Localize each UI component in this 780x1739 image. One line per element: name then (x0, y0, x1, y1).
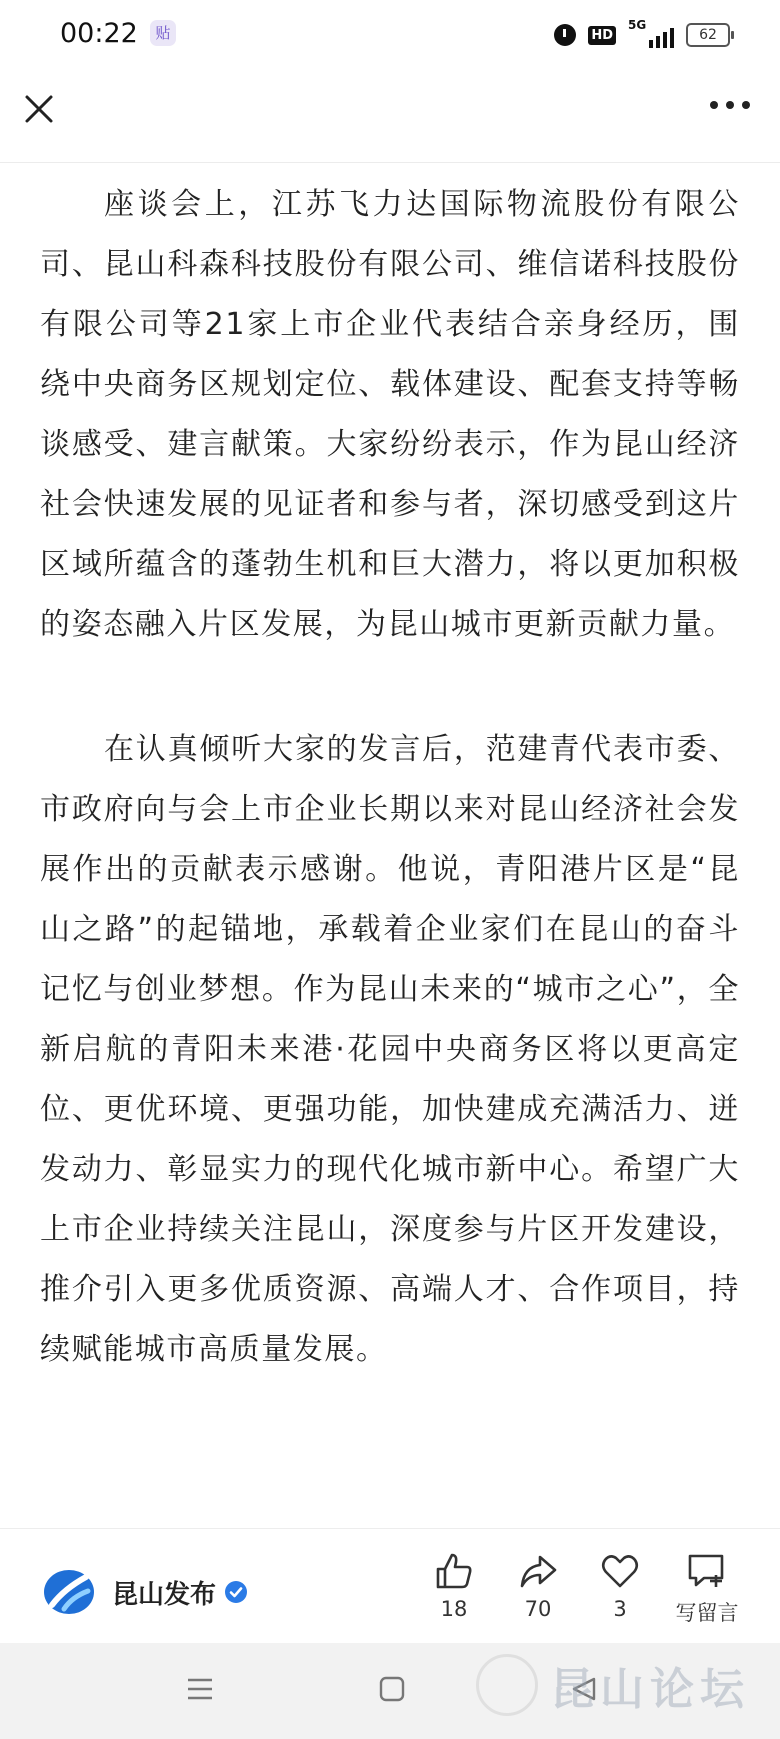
thumbs-up-icon (434, 1551, 474, 1591)
account-info[interactable] (42, 1567, 248, 1617)
more-dots-icon (706, 92, 758, 140)
kunshan-fabu-logo (42, 1567, 96, 1617)
article-paragraph: 在认真倾听大家的发言后，范建青代表市委、市政府向与会上市企业长期以来对昆山经济社会发展作出的贡献表示感谢。他说，青阳港片区是“昆山之路”的起锚地，承载着企业家们在昆山的奋斗记忆与创业梦想。作为昆山未来的“城市之心”，全新启航的青阳未来港·花园中央商务区将以更高定位、更优环境、更强功能，加快建成充满活力、迸发动力、彰显实力的现代化城市新中心。希望广大上市企业持续关注昆山，深度参与片区开发建设，推介引入更多优质资源、高端人才、合作项目，持续赋能城市高质量发展。 (40, 732, 740, 1367)
menu-nav-icon[interactable] (186, 1675, 214, 1703)
share-button[interactable] (498, 1551, 578, 1621)
status-indicators (554, 20, 730, 50)
account-name: 昆山发布 (112, 1579, 217, 1610)
signal-icon (628, 18, 674, 48)
watermark-text: 昆山论坛 (550, 1664, 750, 1715)
alarm-icon (554, 24, 576, 46)
article-paragraph: 座谈会上，江苏飞力达国际物流股份有限公司、昆山科森科技股份有限公司、维信诺科技股份有限公司等21家上市企业代表结合亲身经历，围绕中央商务区规划定位、载体建设、配套支持等畅谈感受、建言献策。大家纷纷表示，作为昆山经济社会快速发展的见证者和参与者，深切感受到这片区域所蕴含的蓬勃生机和巨大潜力，将以更加积极的姿态融入片区发展，为昆山城市更新贡献力量。 (40, 187, 740, 642)
write-comment-button[interactable] (664, 1551, 750, 1627)
home-nav-icon[interactable] (378, 1675, 406, 1703)
favorite-button[interactable] (580, 1551, 660, 1621)
comment-icon (686, 1551, 728, 1591)
article-action-bar (0, 1528, 780, 1644)
status-time: 00:22 (60, 18, 138, 49)
like-count: 18 (440, 1597, 468, 1621)
favorite-count: 3 (613, 1597, 627, 1621)
status-bar (0, 0, 780, 70)
write-comment-label: 写留言 (675, 1601, 739, 1625)
heart-icon (600, 1551, 640, 1591)
share-icon (518, 1551, 558, 1591)
watermark-seal-icon (476, 1654, 538, 1716)
network-type: 5G (628, 18, 647, 32)
battery-icon: 62 (686, 23, 730, 47)
top-nav-bar (0, 70, 780, 163)
notification-app-icon: 贴 (150, 20, 176, 46)
close-icon (22, 92, 70, 140)
verified-badge-icon (224, 1580, 248, 1604)
system-navigation-bar (0, 1643, 780, 1739)
close-button[interactable] (22, 92, 70, 140)
share-count: 70 (524, 1597, 552, 1621)
like-button[interactable] (414, 1551, 494, 1621)
more-options-button[interactable] (706, 92, 758, 140)
article-body (40, 175, 740, 1527)
hd-badge: HD (588, 26, 616, 45)
forum-watermark (476, 1653, 750, 1717)
